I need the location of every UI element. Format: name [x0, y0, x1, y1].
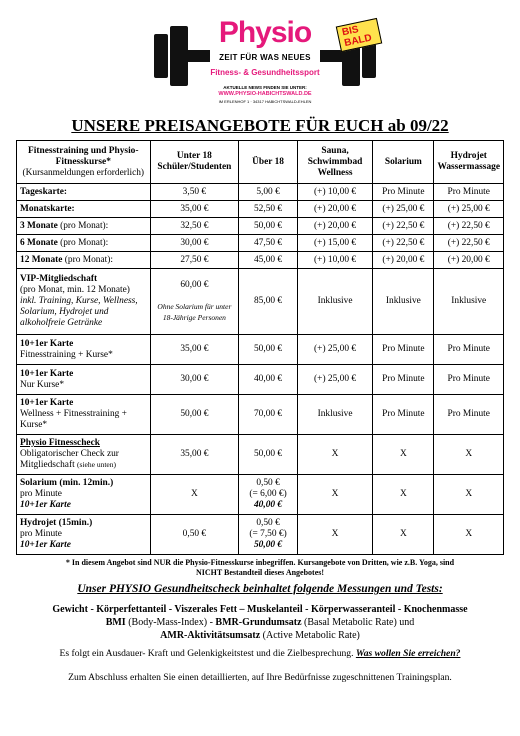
table-row: 12 Monate (pro Monat): 27,50 € 45,00 € (+) 10,00 € (+) 20,00 € (+) 20,00 €	[17, 252, 504, 269]
header-sauna: Sauna, Schwimmbad Wellness	[297, 141, 372, 184]
page-title: UNSERE PREISANGEBOTE FÜR EUCH ab 09/22	[71, 116, 449, 135]
table-row: 10+1er Karte Nur Kurse* 30,00 € 40,00 € (+) 25,00 € Pro Minute Pro Minute	[17, 365, 504, 395]
table-row: 10+1er Karte Wellness + Fitnesstraining + Kurse* 50,00 € 70,00 € Inklusive Pro Minute Pro Minute	[17, 395, 504, 435]
header-category: Fitnesstraining und Physio-Fitnesskurse* (Kursanmeldungen erforderlich)	[17, 141, 151, 184]
table-row: Hydrojet (15min.) pro Minute 10+1er Karte 0,50 € 0,50 € (= 7,50 €) 50,00 € X X X	[17, 515, 504, 555]
footnote: * In diesem Angebot sind NUR die Physio-Fitnesskurse inbegriffen. Kursangebote von Dritten, wie z.B. Yoga, sind NICHT Bestandteil dieses Angebotes!	[65, 558, 455, 577]
table-row: Solarium (min. 12min.) pro Minute 10+1er Karte X 0,50 € (= 6,00 €) 40,00 € X X X	[17, 475, 504, 515]
table-row: VIP-Mitgliedschaft (pro Monat, min. 12 Monate) inkl. Training, Kurse, Wellness, Solarium, Hydrojet und alkoholfreie Getränke 60,00 € Ohne Solarium für unter 18-Jährige Personen 85,00 € Inklusive Inklusive Inklusive	[17, 269, 504, 335]
logo-address: IM ERLENHOF 1 · 34317 HABICHTSWALD-EHLEN	[218, 99, 312, 104]
logo-brand: Physio	[218, 16, 312, 49]
table-row: 6 Monate (pro Monat): 30,00 € 47,50 € (+) 15,00 € (+) 22,50 € (+) 22,50 €	[17, 235, 504, 252]
test-paragraph: Es folgt ein Ausdauer- Kraft und Gelenkigkeitstest und die Zielbesprechung. Was wollen Sie erreichen?	[59, 648, 461, 659]
price-table	[16, 140, 504, 555]
header-over18: Über 18	[239, 141, 298, 184]
table-row: Physio Fitnesscheck Obligatorischer Check zur Mitgliedschaft (siehe unten) 35,00 € 50,00 € X X X	[17, 435, 504, 475]
table-row: Monatskarte: 35,00 € 52,50 € (+) 20,00 € (+) 25,00 € (+) 25,00 €	[17, 201, 504, 218]
logo-tagline: ZEIT FÜR WAS NEUES	[219, 53, 311, 62]
logo-news: AKTUELLE NEWS FINDEN SIE UNTER:	[223, 85, 307, 90]
table-header-row	[17, 141, 504, 184]
physio-logo	[150, 8, 380, 110]
header-under18: Unter 18 Schüler/Studenten	[150, 141, 239, 184]
table-row: Tageskarte: 3,50 € 5,00 € (+) 10,00 € Pro Minute Pro Minute	[17, 184, 504, 201]
logo-url: WWW.PHYSIO-HABICHTSWALD.DE	[218, 91, 312, 97]
section-title: Unser PHYSIO Gesundheitscheck beinhaltet folgende Messungen und Tests:	[77, 583, 443, 595]
table-row: 10+1er Karte Fitnesstraining + Kurse* 35,00 € 50,00 € (+) 25,00 € Pro Minute Pro Minute	[17, 335, 504, 365]
measurements-list: Gewicht - Körperfettanteil - Viszerales Fett – Muskelanteil - Körperwasseranteil - Knochenmasse BMI (Body-Mass-Index) - BMR-Grundumsatz (Basal Metabolic Rate) und AMR-Aktivitätsumsatz (Active Metabolic Rate)	[52, 604, 468, 641]
header-hydrojet: Hydrojet Wassermassage	[434, 141, 504, 184]
logo-subtitle: Fitness- & Gesundheitssport	[210, 68, 320, 77]
closing-paragraph: Zum Abschluss erhalten Sie einen detaillierten, auf Ihre Bedürfnisse zugeschnittenen Trainingsplan.	[68, 672, 452, 683]
bis-bald-badge: BIS BALD	[336, 18, 382, 52]
header-solarium: Solarium	[373, 141, 434, 184]
table-row: 3 Monate (pro Monat): 32,50 € 50,00 € (+) 20,00 € (+) 22,50 € (+) 22,50 €	[17, 218, 504, 235]
